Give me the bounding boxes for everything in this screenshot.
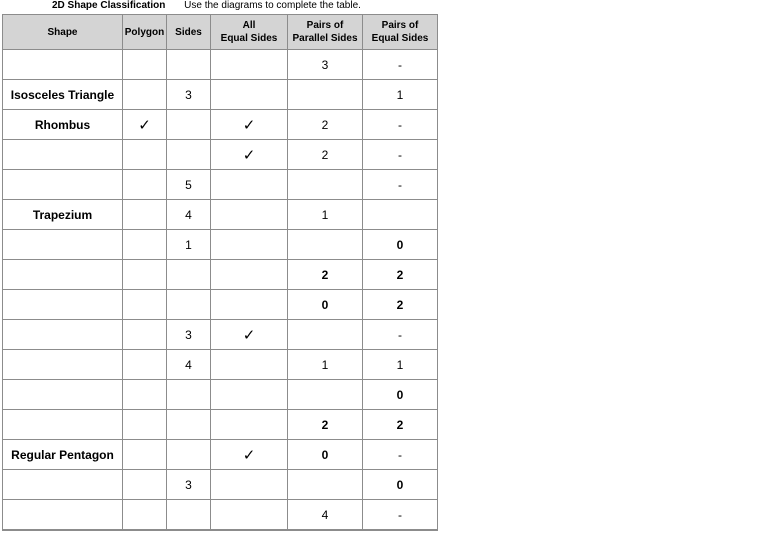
cell-shape[interactable] — [3, 140, 123, 170]
cell-polygon[interactable] — [123, 380, 167, 410]
table-row — [3, 440, 438, 470]
table-row — [3, 110, 438, 140]
cell-equal-pairs[interactable]: - — [363, 110, 438, 140]
cell-polygon[interactable] — [123, 290, 167, 320]
cell-equal-pairs[interactable]: - — [363, 320, 438, 350]
table-row — [3, 170, 438, 200]
cell-equal-pairs[interactable]: - — [363, 140, 438, 170]
table-row — [3, 80, 438, 110]
table-row — [3, 140, 438, 170]
cell-sides[interactable] — [167, 500, 211, 531]
cell-all-equal-sides[interactable] — [211, 410, 288, 440]
cell-polygon[interactable] — [123, 200, 167, 230]
cell-parallel-pairs[interactable]: 1 — [288, 350, 363, 380]
cell-parallel-pairs[interactable]: 0 — [288, 440, 363, 470]
cell-shape[interactable]: Isosceles Triangle — [3, 80, 123, 110]
cell-all-equal-sides[interactable] — [211, 230, 288, 260]
cell-parallel-pairs[interactable] — [288, 80, 363, 110]
cell-parallel-pairs[interactable] — [288, 230, 363, 260]
table-row — [3, 260, 438, 290]
table-row — [3, 50, 438, 80]
cell-shape[interactable] — [3, 260, 123, 290]
cell-parallel-pairs[interactable]: 2 — [288, 140, 363, 170]
cell-sides[interactable]: 3 — [167, 470, 211, 500]
cell-sides[interactable]: 4 — [167, 200, 211, 230]
cell-sides[interactable]: 5 — [167, 170, 211, 200]
cell-sides[interactable]: 1 — [167, 230, 211, 260]
cell-shape[interactable] — [3, 290, 123, 320]
cell-all-equal-sides[interactable]: ✓ — [211, 110, 288, 140]
cell-all-equal-sides[interactable] — [211, 500, 288, 531]
cell-sides[interactable] — [167, 260, 211, 290]
cell-all-equal-sides[interactable]: ✓ — [211, 320, 288, 350]
cell-all-equal-sides[interactable]: ✓ — [211, 140, 288, 170]
cell-polygon[interactable] — [123, 170, 167, 200]
table-row — [3, 230, 438, 260]
cell-all-equal-sides[interactable] — [211, 290, 288, 320]
cell-all-equal-sides[interactable] — [211, 380, 288, 410]
cell-parallel-pairs[interactable]: 1 — [288, 200, 363, 230]
cell-all-equal-sides[interactable] — [211, 50, 288, 80]
cell-equal-pairs[interactable]: - — [363, 440, 438, 470]
table-row — [3, 500, 438, 531]
col-header-all-equal-sides — [211, 15, 288, 50]
cell-shape[interactable] — [3, 380, 123, 410]
cell-polygon[interactable] — [123, 470, 167, 500]
cell-sides[interactable] — [167, 50, 211, 80]
table-body — [3, 50, 438, 531]
cell-equal-pairs[interactable]: 2 — [363, 290, 438, 320]
worksheet-instruction: Use the diagrams to complete the table. — [184, 0, 361, 11]
cell-parallel-pairs[interactable] — [288, 470, 363, 500]
cell-all-equal-sides[interactable] — [211, 260, 288, 290]
cell-parallel-pairs[interactable] — [288, 320, 363, 350]
col-header-parallel-pairs — [288, 15, 363, 50]
cell-shape[interactable] — [3, 320, 123, 350]
cell-polygon[interactable] — [123, 80, 167, 110]
table-row — [3, 470, 438, 500]
cell-shape[interactable] — [3, 470, 123, 500]
cell-polygon[interactable] — [123, 140, 167, 170]
col-header-text: Pairs of — [381, 20, 419, 31]
cell-sides[interactable] — [167, 440, 211, 470]
cell-parallel-pairs[interactable]: 2 — [288, 410, 363, 440]
cell-polygon[interactable] — [123, 440, 167, 470]
col-header-text: Parallel Sides — [292, 33, 358, 44]
cell-shape[interactable] — [3, 350, 123, 380]
cell-polygon[interactable] — [123, 230, 167, 260]
cell-parallel-pairs[interactable]: 3 — [288, 50, 363, 80]
cell-sides[interactable] — [167, 290, 211, 320]
col-header-polygon — [123, 15, 167, 50]
cell-shape[interactable]: Regular Pentagon — [3, 440, 123, 470]
cell-parallel-pairs[interactable] — [288, 380, 363, 410]
cell-equal-pairs[interactable]: 1 — [363, 350, 438, 380]
cell-parallel-pairs[interactable]: 2 — [288, 110, 363, 140]
cell-shape[interactable] — [3, 170, 123, 200]
cell-polygon[interactable] — [123, 350, 167, 380]
cell-polygon[interactable] — [123, 50, 167, 80]
cell-sides[interactable] — [167, 140, 211, 170]
classification-table — [2, 14, 438, 531]
cell-sides[interactable]: 3 — [167, 80, 211, 110]
table-row — [3, 290, 438, 320]
cell-all-equal-sides[interactable]: ✓ — [211, 440, 288, 470]
cell-shape[interactable] — [3, 500, 123, 531]
cell-equal-pairs[interactable]: 0 — [363, 230, 438, 260]
table-header-row — [3, 15, 438, 50]
cell-equal-pairs[interactable]: 1 — [363, 80, 438, 110]
cell-sides[interactable] — [167, 110, 211, 140]
cell-parallel-pairs[interactable]: 4 — [288, 500, 363, 531]
col-header-text: Pairs of — [306, 20, 344, 31]
cell-all-equal-sides[interactable] — [211, 170, 288, 200]
cell-equal-pairs[interactable]: - — [363, 500, 438, 531]
cell-equal-pairs[interactable]: 0 — [363, 380, 438, 410]
table-row — [3, 410, 438, 440]
cell-parallel-pairs[interactable] — [288, 170, 363, 200]
col-header-shape — [3, 15, 123, 50]
worksheet-header — [52, 0, 361, 11]
cell-equal-pairs[interactable]: - — [363, 50, 438, 80]
cell-polygon[interactable] — [123, 260, 167, 290]
table-row — [3, 320, 438, 350]
cell-equal-pairs[interactable]: 0 — [363, 470, 438, 500]
cell-parallel-pairs[interactable]: 2 — [288, 260, 363, 290]
cell-polygon[interactable] — [123, 500, 167, 531]
cell-equal-pairs[interactable]: 2 — [363, 260, 438, 290]
cell-shape[interactable]: Trapezium — [3, 200, 123, 230]
worksheet-title: 2D Shape Classification — [52, 0, 166, 11]
cell-sides[interactable]: 4 — [167, 350, 211, 380]
cell-sides[interactable] — [167, 380, 211, 410]
cell-shape[interactable] — [3, 230, 123, 260]
col-header-equal-pairs — [363, 15, 438, 50]
col-header-text: Shape — [47, 26, 78, 38]
cell-polygon[interactable]: ✓ — [123, 110, 167, 140]
table-row — [3, 380, 438, 410]
col-header-sides — [167, 15, 211, 50]
cell-sides[interactable] — [167, 410, 211, 440]
col-header-text: Sides — [175, 26, 202, 38]
cell-polygon[interactable] — [123, 410, 167, 440]
cell-equal-pairs[interactable]: - — [363, 170, 438, 200]
cell-shape[interactable] — [3, 50, 123, 80]
cell-shape[interactable] — [3, 410, 123, 440]
col-header-text: All — [242, 20, 256, 31]
col-header-text: Equal Sides — [220, 33, 278, 44]
table-row — [3, 350, 438, 380]
cell-parallel-pairs[interactable]: 0 — [288, 290, 363, 320]
cell-all-equal-sides[interactable] — [211, 80, 288, 110]
cell-all-equal-sides[interactable] — [211, 470, 288, 500]
table-row — [3, 200, 438, 230]
shape-diagrams — [440, 0, 780, 540]
col-header-text: Equal Sides — [371, 33, 429, 44]
cell-polygon[interactable] — [123, 320, 167, 350]
cell-shape[interactable]: Rhombus — [3, 110, 123, 140]
cell-equal-pairs[interactable]: 2 — [363, 410, 438, 440]
cell-equal-pairs[interactable] — [363, 200, 438, 230]
cell-sides[interactable]: 3 — [167, 320, 211, 350]
col-header-text: Polygon — [124, 26, 165, 38]
cell-all-equal-sides[interactable] — [211, 200, 288, 230]
cell-all-equal-sides[interactable] — [211, 350, 288, 380]
